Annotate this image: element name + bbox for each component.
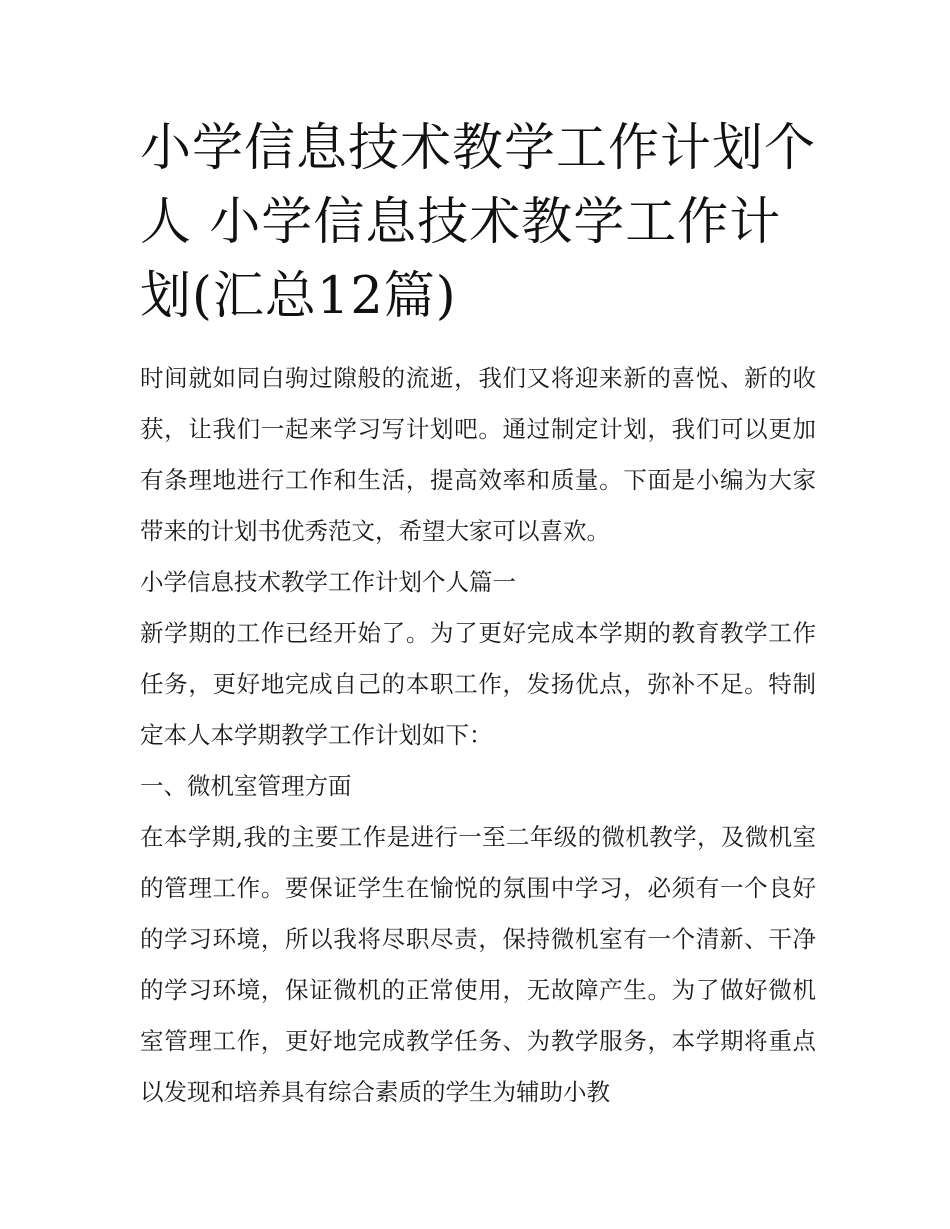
section-heading-lab-management: 一、微机室管理方面 bbox=[140, 772, 352, 800]
body-paragraph: 新学期的工作已经开始了。为了更好完成本学期的教育教学工作任务，更好地完成自己的本职工作，发扬优点，弥补不足。特制定本人本学期教学工作计划如下： bbox=[140, 619, 816, 749]
document-body bbox=[140, 353, 816, 1118]
section-heading-plan-one: 小学信息技术教学工作计划个人篇一 bbox=[140, 568, 516, 596]
body-paragraph: 在本学期,我的主要工作是进行一至二年级的微机教学，及微机室的管理工作。要保证学生在愉悦的氛围中学习，必须有一个良好的学习环境，所以我将尽职尽责，保持微机室有一个清新、干净的学习环境，保证微机的正常使用，无故障产生。为了做好微机室管理工作，更好地完成教学任务、为教学服务，本学期将重点以发现和培养具有综合素质的学生为辅助小教 bbox=[140, 823, 816, 1106]
intro-paragraph: 时间就如同白驹过隙般的流逝，我们又将迎来新的喜悦、新的收获，让我们一起来学习写计划吧。通过制定计划，我们可以更加有条理地进行工作和生活，提高效率和质量。下面是小编为大家带来的计划书优秀范文，希望大家可以喜欢。 bbox=[140, 364, 816, 545]
document-title: 小学信息技术教学工作计划个人 小学信息技术教学工作计划(汇总12篇) bbox=[140, 119, 817, 326]
